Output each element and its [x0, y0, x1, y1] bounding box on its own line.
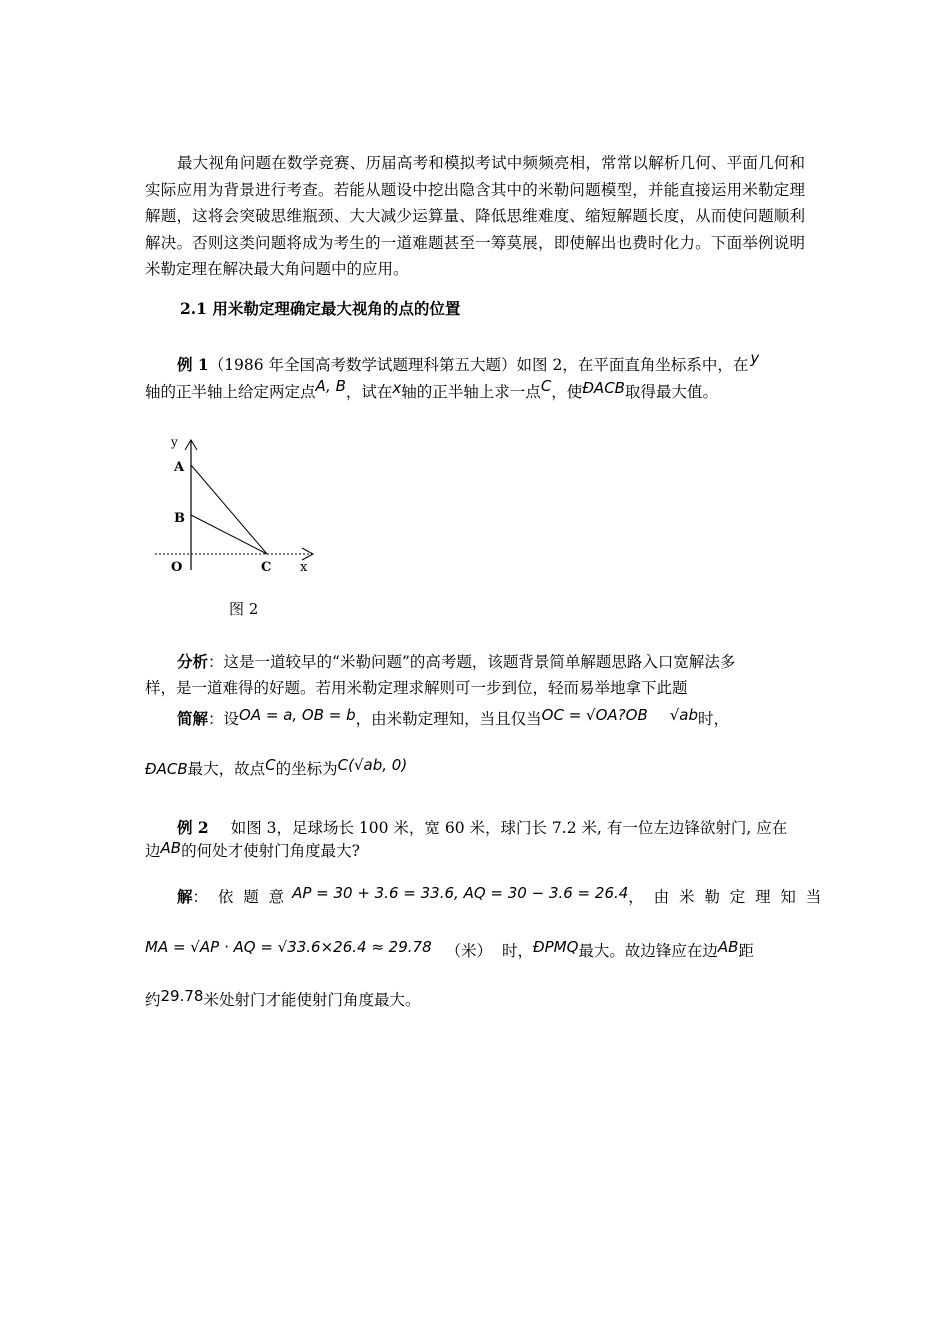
example2-text1: 如图 3，足球场长 100 米，宽 60 米，球门长 7.2 米, 有一位左边锋欲射门, 应在 [230, 819, 788, 837]
var-y: y [750, 349, 760, 367]
analysis-label: 分析 [177, 652, 209, 671]
example1-text2: 轴的正半轴上给定两定点 [145, 383, 316, 401]
section-heading: 2.1 用米勒定理确定最大视角的点的位置 [180, 299, 461, 318]
solution2-line2 [145, 938, 754, 964]
solution2-label: 解 [177, 887, 193, 906]
solution1-t2: ，由米勒定理知，当且仅当 [355, 710, 542, 728]
solution1-t4: 最大，故点 [187, 760, 266, 778]
math-ma: MA = √AP · AQ = √33.6×26.4 ≈ 29.78 [145, 938, 432, 956]
angle-acb: ÐACB [582, 379, 625, 397]
example1-line2 [145, 379, 718, 405]
line-ac [191, 465, 267, 554]
analysis-text1: ：这是一道较早的“米勒问题”的高考题，该题背景简单解题思路入口宽解法多 [208, 653, 736, 671]
figure-caption: 图 2 [229, 600, 259, 618]
example1-label: 例 1 [177, 355, 209, 374]
example1-text4: 轴的正半轴上求一点 [401, 383, 541, 401]
example2-label: 例 2 [177, 818, 209, 837]
solution1-t3: 时， [698, 710, 730, 728]
solution1-t1: ：设 [208, 710, 240, 728]
example2-text2: 边 [145, 842, 161, 860]
points-ab: A, B [315, 377, 346, 395]
figure-2 [150, 430, 325, 580]
example1-text5: ，使 [551, 383, 583, 401]
math-ab-2: AB [717, 938, 739, 956]
math-c-coord: C(√ab, 0) [337, 756, 408, 774]
example1-line1 [177, 349, 760, 378]
example1-text3: ，试在 [345, 383, 393, 401]
math-2978: 29.78 [160, 987, 204, 1005]
label-o: O [171, 560, 183, 575]
solution2-t1: ： 依 题 意 [192, 888, 285, 906]
solution1-t5: 的坐标为 [275, 760, 338, 778]
label-a: A [174, 460, 185, 475]
solution2-t3: （米） 时， [445, 942, 533, 960]
solution1-line1 [177, 706, 729, 732]
math-sqrt-ab: √ab [669, 706, 699, 724]
solution2-line3 [145, 987, 420, 1013]
point-c: C [540, 377, 552, 395]
example1-text6: 取得最大值。 [624, 383, 718, 401]
math-angle-pmq: ÐPMQ [532, 938, 579, 956]
math-oc: OC = √OA?OB [541, 706, 648, 724]
example2-line2 [145, 838, 360, 864]
label-b: B [174, 511, 185, 526]
analysis-line1 [177, 649, 735, 675]
solution2-t7: 米处射门才能使射门角度最大。 [203, 991, 421, 1009]
line-bc [191, 515, 267, 554]
solution2-line1 [177, 884, 821, 910]
solution1-label: 简解 [177, 709, 209, 728]
label-c: C [261, 560, 272, 575]
label-y: y [171, 435, 178, 449]
var-x: x [392, 379, 402, 397]
math-ap-aq: AP = 30 + 3.6 = 33.6, AQ = 30 − 3.6 = 26.4 [292, 884, 629, 902]
example1-text: （1986 年全国高考数学试题理科第五大题）如图 2，在平面直角坐标系中，在 [208, 356, 749, 374]
math-angle-acb: ÐACB [145, 760, 188, 778]
solution2-t4: 最大。故边锋应在边 [578, 942, 718, 960]
solution2-t5: 距 [738, 942, 754, 960]
solution2-t6: 约 [145, 991, 161, 1009]
label-x: x [300, 560, 308, 575]
analysis-line2: 样，是一道难得的好题。若用米勒定理求解则可一步到位，轻而易举地拿下此题 [145, 679, 688, 697]
math-c: C [265, 756, 276, 774]
example2-text3: 的何处才使射门角度最大? [181, 842, 360, 860]
intro-paragraph: 最大视角问题在数学竞赛、历届高考和模拟考试中频频亮相，常常以解析几何、平面几何和实际应用为背景进行考查。若能从题设中挖出隐含其中的米勒问题模型，并能直接运用米勒定理解题，这将会突破思维瓶颈、大大减少运算量、降低思维难度、缩短解题长度，从而使问题顺利解决。否则这类问题将成为考生的一道难题甚至一筹莫展，即使解出也费时化力。下面举例说明米勒定理在解决最大角问题中的应用。 [145, 154, 805, 278]
solution2-t2: ， 由 米 勒 定 理 知 当 [628, 888, 822, 906]
solution1-line2 [145, 756, 407, 782]
math-ab: AB [160, 839, 182, 857]
math-oa-ob: OA = a, OB = b [239, 706, 356, 724]
